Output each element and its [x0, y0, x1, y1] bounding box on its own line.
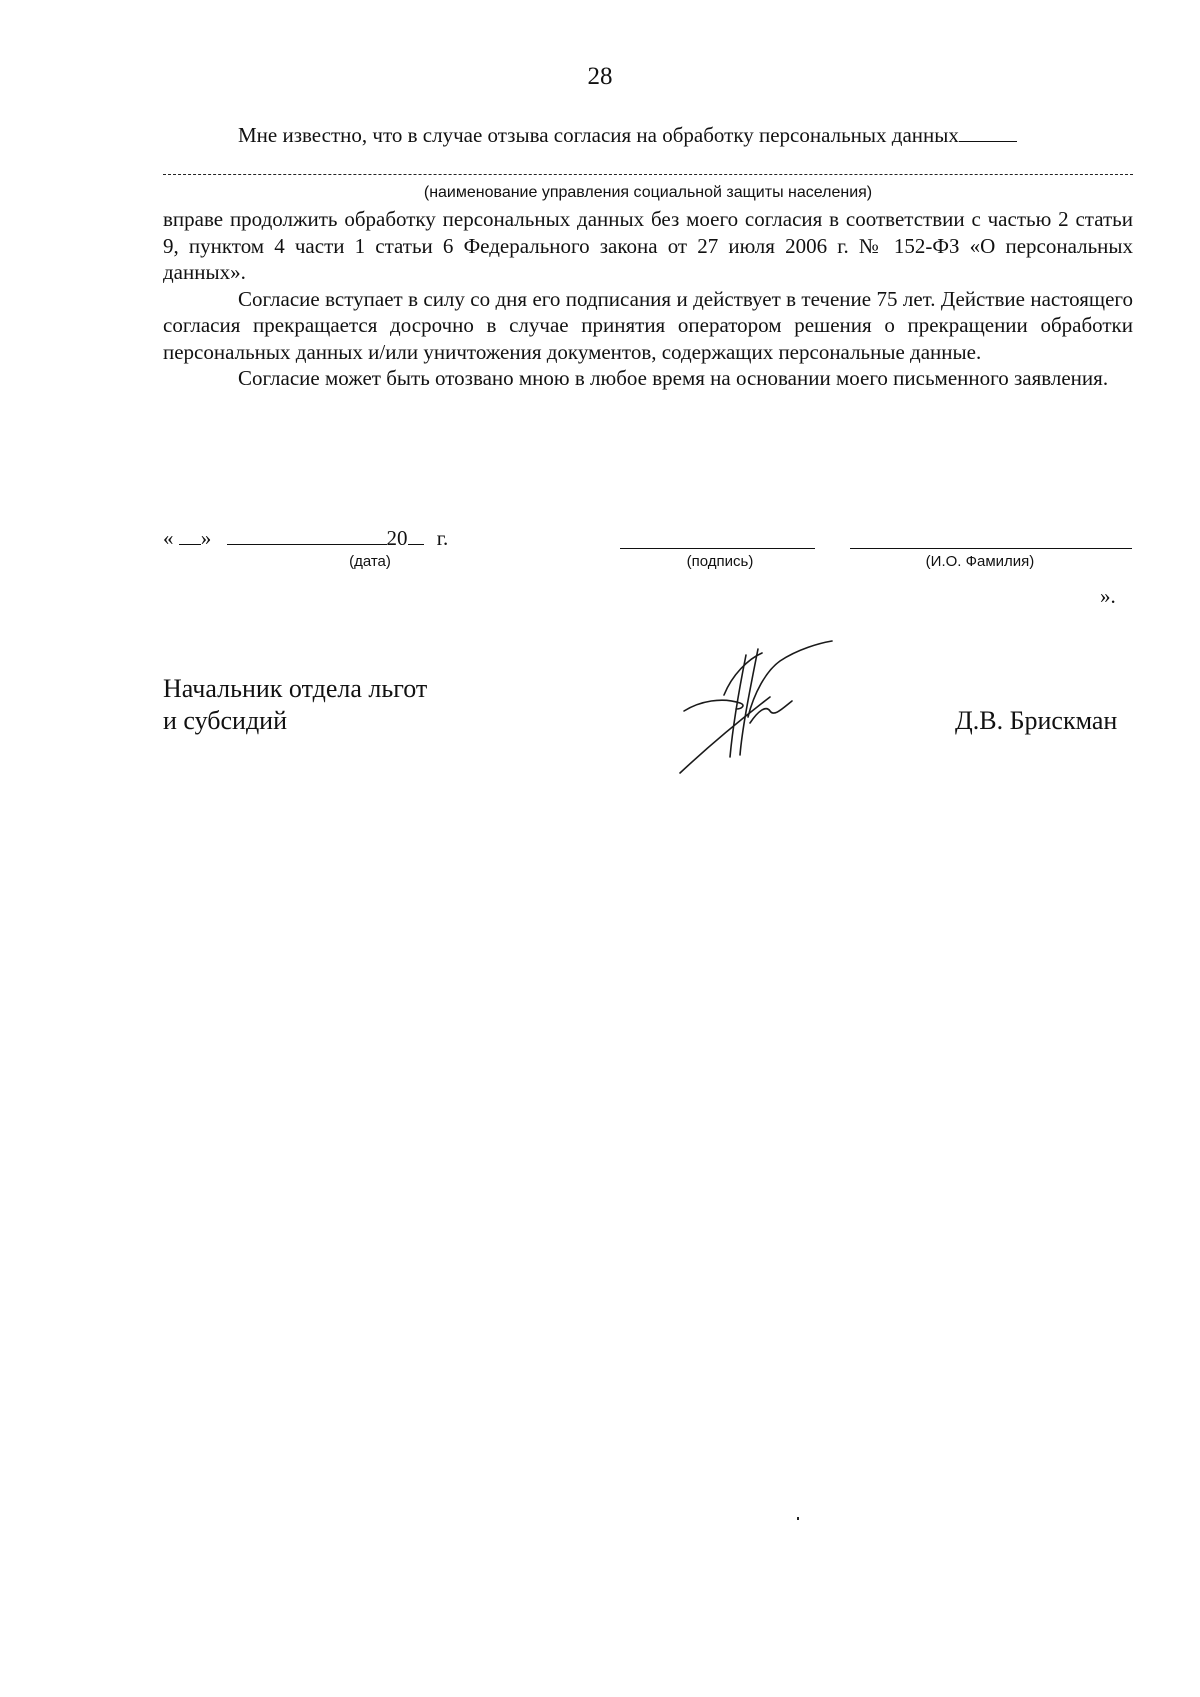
- year-suffix: г.: [436, 526, 449, 550]
- paragraph-revocation: Согласие может быть отозвано мною в любое время на основании моего письменного заявления.: [238, 366, 1109, 390]
- date-quote-open: «: [163, 526, 174, 550]
- scan-speck: [797, 1517, 799, 1520]
- signature-line: [620, 548, 815, 549]
- org-name-blank: [959, 123, 1017, 142]
- official-position: [163, 673, 427, 737]
- org-name-fill-line: [163, 174, 1133, 175]
- year-prefix: 20: [386, 526, 408, 550]
- consent-body: [163, 206, 1133, 392]
- name-caption: (И.О. Фамилия): [925, 553, 1035, 570]
- official-name: Д.В. Брискман: [955, 706, 1118, 735]
- consent-withdrawal-line: [238, 122, 1017, 148]
- official-position-line2: и субсидий: [163, 706, 288, 735]
- date-row: [163, 524, 448, 551]
- year-blank: [408, 524, 424, 545]
- name-line: [850, 548, 1132, 549]
- official-position-line1: Начальник отдела льгот: [163, 674, 428, 703]
- closing-quote: ».: [1100, 584, 1116, 608]
- month-blank: [227, 524, 387, 545]
- handwritten-signature: [670, 635, 840, 785]
- paragraph-validity: Согласие вступает в силу со дня его подписания и действует в течение 75 лет. Действие настоящего согласия прекращается досрочно в случае принятия оператором решения о прекращении обработки персональных данных и/или уничтожения документов, содержащих персональные данные.: [163, 286, 1133, 364]
- signature-caption: (подпись): [686, 553, 754, 570]
- paragraph-continuation: вправе продолжить обработку персональных данных без моего согласия в соответствии с частью 2 статьи 9, пунктом 4 части 1 статьи 6 Федерального закона от 27 июля 2006 г. № 152-ФЗ «О персональных данных».: [163, 207, 1133, 284]
- consent-withdrawal-text: Мне известно, что в случае отзыва согласия на обработку персональных данных: [238, 123, 959, 147]
- org-name-caption: (наименование управления социальной защиты населения): [423, 184, 873, 201]
- day-blank: [179, 524, 201, 545]
- date-quote-close: »: [200, 526, 212, 550]
- page-number: 28: [587, 63, 613, 90]
- date-caption: (дата): [349, 553, 391, 570]
